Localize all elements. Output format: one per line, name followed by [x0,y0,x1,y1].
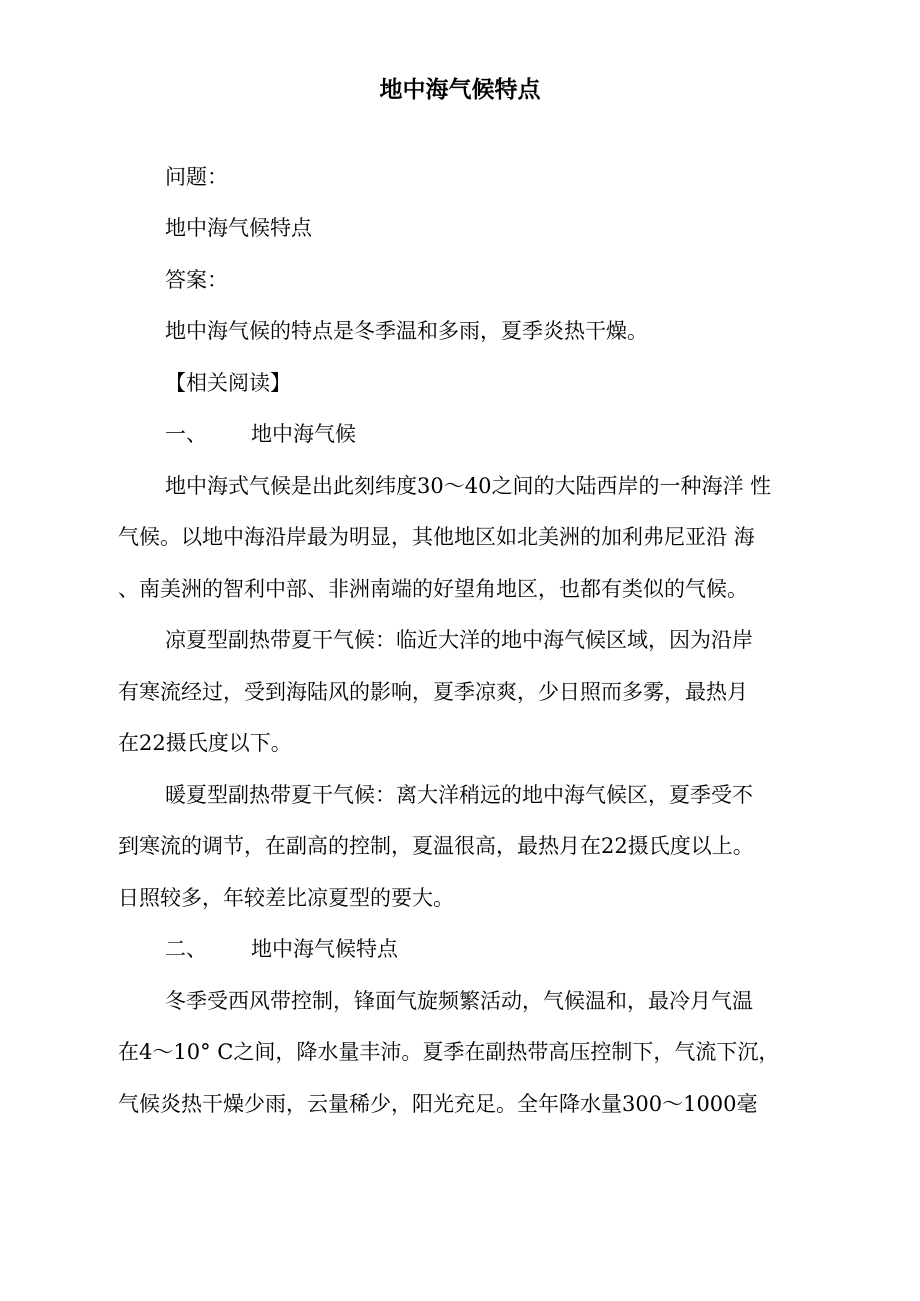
section-number: 一、 [165,422,207,446]
paragraph-line: 在22摄氏度以下。 [118,731,292,755]
paragraph-line: 在4～10° C之间，降水量丰沛。夏季在副热带高压控制下，气流下沉， [118,1040,780,1064]
section-heading-1 [165,417,865,451]
paragraph-line: 冬季受西风带控制，锋面气旋频繁活动，气候温和，最冷月气温 [165,989,753,1013]
section-title: 地中海气候 [251,422,356,446]
paragraph-line: 有寒流经过，受到海陆风的影响，夏季凉爽，少日照而多雾，最热月 [118,680,748,704]
section-heading-2 [165,932,865,966]
question-label: 问题： [165,165,228,189]
section-title: 地中海气候特点 [251,937,398,961]
question-text: 地中海气候特点 [165,216,312,240]
paragraph-line: 日照较多，年较差比凉夏型的要大。 [118,886,454,910]
paragraph-line: 到寒流的调节，在副高的控制，夏温很高，最热月在22摄氏度以上。 [118,834,754,858]
paragraph-line: 地中海式气候是出此刻纬度30～40之间的大陆西岸的一种海洋 性 [165,474,772,498]
answer-label: 答案： [165,268,228,292]
paragraph-line: 、南美洲的智利中部、非洲南端的好望角地区，也都有类似的气候。 [118,577,748,601]
paragraph-line: 凉夏型副热带夏干气候：临近大洋的地中海气候区域，因为沿岸 [165,628,753,652]
document-title: 地中海气候特点 [379,77,541,103]
answer-text: 地中海气候的特点是冬季温和多雨，夏季炎热干燥。 [165,319,648,343]
paragraph-line: 暖夏型副热带夏干气候：离大洋稍远的地中海气候区，夏季受不 [165,783,753,807]
paragraph-line: 气候。以地中海沿岸最为明显，其他地区如北美洲的加利弗尼亚沿 海 [118,525,755,549]
paragraph-line: 气候炎热干燥少雨，云量稀少，阳光充足。全年降水量300～1000毫 [118,1092,758,1116]
related-reading-heading: 【相关阅读】 [165,371,291,395]
section-number: 二、 [165,937,207,961]
